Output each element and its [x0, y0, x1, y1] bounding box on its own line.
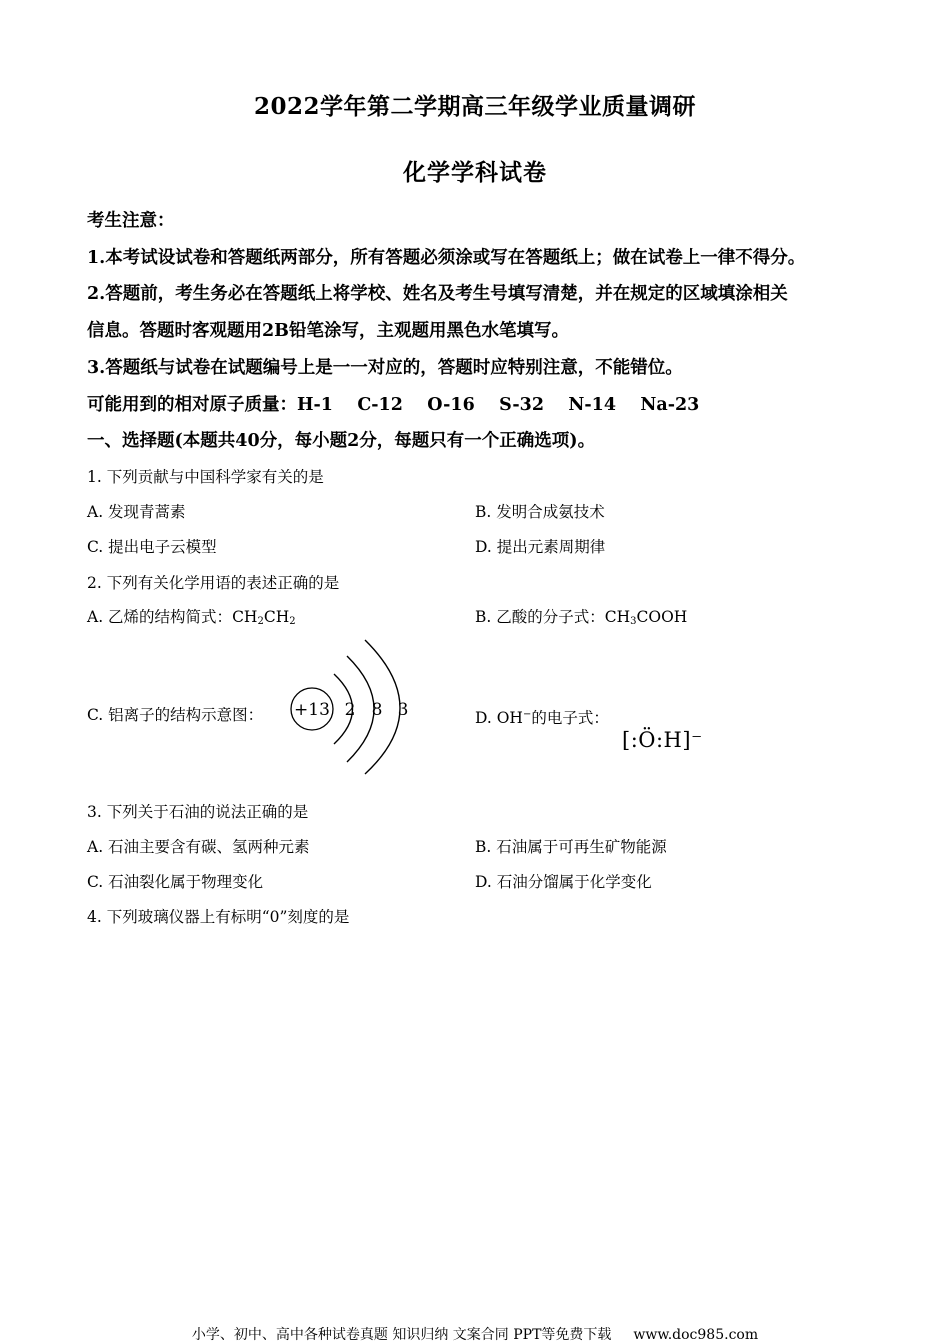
q1-option-b: B. 发明合成氨技术 — [475, 503, 605, 521]
exam-subtitle: 化学学科试卷 — [403, 159, 547, 186]
atomic-mass-line: 可能用到的相对原子质量：H-1 C-12 O-16 S-32 N-14 Na-23 — [87, 395, 700, 415]
footer-url-link[interactable]: www.doc985.com — [633, 1327, 759, 1343]
shell-1-electrons: 2 — [344, 700, 356, 720]
notice-item-2b: 信息。答题时客观题用2B铅笔涂写，主观题用黑色水笔填写。 — [87, 321, 569, 341]
q2-option-c: C. 铝离子的结构示意图： — [87, 706, 264, 724]
notice-item-1: 1.本考试设试卷和答题纸两部分，所有答题必须涂或写在答题纸上；做在试卷上一律不得分。 — [87, 248, 806, 268]
q2-option-d: D. OH−的电子式： — [475, 709, 609, 728]
notice-item-3: 3.答题纸与试卷在试题编号上是一一对应的，答题时应特别注意，不能错位。 — [87, 358, 683, 378]
notice-item-2a: 2.答题前，考生务必在答题纸上将学校、姓名及考生号填写清楚，并在规定的区域填涂相关 — [87, 284, 788, 304]
q3-option-c: C. 石油裂化属于物理变化 — [87, 873, 264, 891]
shell-2-electrons: 8 — [371, 700, 383, 720]
q3-option-b: B. 石油属于可再生矿物能源 — [475, 838, 667, 856]
q2-option-d-label: D. OH — [475, 709, 523, 728]
acetic-acid-formula: $CH_3COOH$ — [604, 608, 688, 627]
q3-option-d: D. 石油分馏属于化学变化 — [475, 873, 652, 891]
q3-stem: 3. 下列关于石油的说法正确的是 — [87, 803, 309, 821]
exam-title: 2022学年第二学期高三年级学业质量调研 — [253, 93, 696, 120]
shell-arc-3 — [365, 640, 400, 774]
q1-option-d: D. 提出元素周期律 — [475, 538, 606, 556]
q1-stem: 1. 下列贡献与中国科学家有关的是 — [87, 468, 324, 486]
q2-option-a — [87, 607, 296, 632]
notice-heading: 考生注意： — [87, 211, 175, 231]
page-footer — [0, 1324, 950, 1344]
q4-stem: 4. 下列玻璃仪器上有标明“0”刻度的是 — [87, 908, 350, 926]
nucleus-charge: +13 — [294, 700, 330, 720]
aluminum-ion-structure-diagram — [285, 632, 420, 777]
ethylene-formula: $CH_2CH_2$ — [232, 608, 296, 627]
q2-stem: 2. 下列有关化学用语的表述正确的是 — [87, 574, 340, 592]
q1-option-c: C. 提出电子云模型 — [87, 538, 217, 556]
q2-option-b — [475, 607, 687, 632]
section-heading: 一、选择题(本题共40分，每小题2分，每题只有一个正确选项)。 — [87, 431, 596, 451]
hydroxide-electron-formula: [:Ö:H]⁻ — [622, 728, 703, 752]
q2-option-b-label: B. 乙酸的分子式： — [475, 608, 605, 626]
shell-3-electrons: 3 — [397, 700, 409, 720]
footer-text: 小学、初中、高中各种试卷真题 知识归纳 文案合同 PPT等免费下载 — [191, 1327, 612, 1343]
q1-option-a: A. 发现青蒿素 — [87, 503, 186, 521]
q2-option-a-label: A. 乙烯的结构简式： — [87, 608, 233, 626]
q3-option-a: A. 石油主要含有碳、氢两种元素 — [87, 838, 310, 856]
